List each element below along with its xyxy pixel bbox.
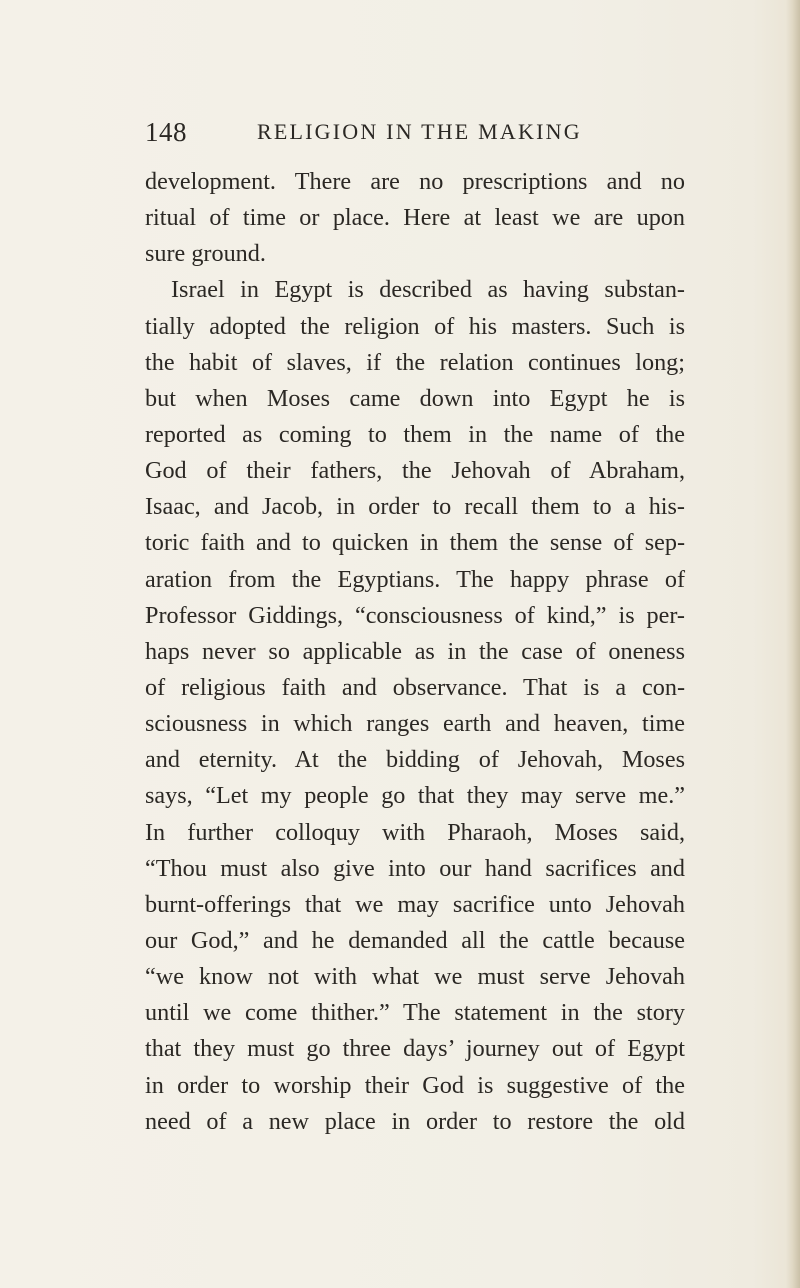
text-line: our God,” and he demanded all the cattle because	[145, 926, 685, 954]
text-line: sciousness in which ranges earth and heaven, time	[145, 710, 685, 738]
text-line: and eternity. At the bidding of Jehovah, Moses	[145, 746, 685, 774]
text-line: In further colloquy with Pharaoh, Moses said,	[145, 818, 685, 846]
text-line: that they must go three days’ journey out of Egypt	[145, 1035, 685, 1063]
text-line: the habit of slaves, if the relation continues long;	[145, 348, 685, 376]
text-line: Isaac, and Jacob, in order to recall them to a his-	[145, 493, 685, 521]
page-number: 148	[145, 117, 187, 147]
text-line: Professor Giddings, “consciousness of kind,” is per-	[145, 601, 685, 629]
text-line: reported as coming to them in the name of the	[145, 420, 685, 448]
text-line: toric faith and to quicken in them the sense of sep-	[145, 529, 685, 557]
text-line: tially adopted the religion of his masters. Such is	[145, 312, 685, 340]
running-head	[145, 112, 685, 152]
text-line: until we come thither.” The statement in the story	[145, 999, 685, 1027]
text-line: need of a new place in order to restore the old	[145, 1107, 685, 1135]
text-line: says, “Let my people go that they may serve me.”	[145, 782, 685, 810]
text-line: God of their fathers, the Jehovah of Abraham,	[145, 457, 685, 485]
text-line: “we know not with what we must serve Jehovah	[145, 963, 685, 991]
body-text	[145, 164, 685, 1140]
text-line: burnt-offerings that we may sacrifice unto Jehovah	[145, 890, 685, 918]
text-line: of religious faith and observance. That is a con-	[145, 673, 685, 701]
text-line: in order to worship their God is suggestive of the	[145, 1071, 685, 1099]
text-line: Israel in Egypt is described as having substan-	[171, 276, 685, 304]
text-line: development. There are no prescriptions and no	[145, 168, 685, 195]
text-line: ritual of time or place. Here at least we are upon	[145, 204, 685, 232]
page-edge-shadow	[786, 0, 800, 1288]
text-line: haps never so applicable as in the case of oneness	[145, 637, 685, 665]
text-line: aration from the Egyptians. The happy phrase of	[145, 565, 685, 593]
running-title: RELIGION IN THE MAKING	[257, 119, 582, 144]
text-line: sure ground.	[145, 240, 266, 268]
text-line: “Thou must also give into our hand sacrifices and	[145, 854, 685, 882]
text-line: but when Moses came down into Egypt he is	[145, 384, 685, 412]
